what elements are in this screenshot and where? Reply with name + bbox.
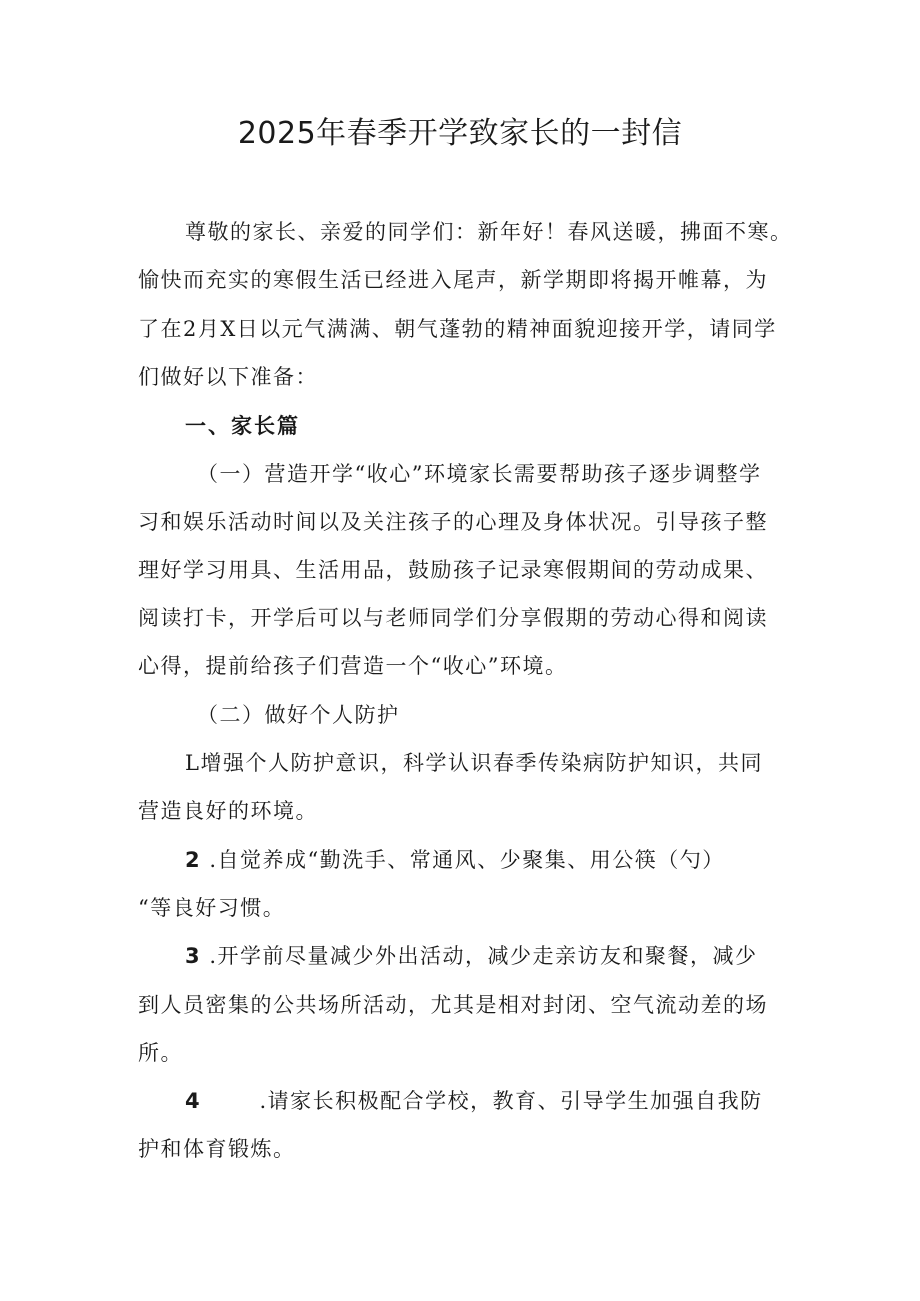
intro-line-2: 愉快而充实的寒假生活已经进入尾声，新学期即将揭开帷幕，为 <box>138 268 768 292</box>
item-4-number: 4 <box>185 1089 202 1113</box>
intro-line-3: 了在2月X日以元气满满、朝气蓬勃的精神面貌迎接开学，请同学 <box>138 317 777 341</box>
sub-one-line-4: 阅读打卡，开学后可以与老师同学们分享假期的劳动心得和阅读 <box>138 606 768 630</box>
sub-one-line-1: （一）营造开学“收心”环境家长需要帮助孩子逐步调整学 <box>197 462 762 486</box>
item-1-line-1: L增强个人防护意识，科学认识春季传染病防护知识，共同 <box>185 751 763 775</box>
document-title: 2025年春季开学致家长的一封信 <box>237 116 683 151</box>
item-2-line-2: “等良好习惯。 <box>138 896 286 920</box>
item-3-text-1: .开学前尽量减少外出活动，减少走亲访友和聚餐，减少 <box>209 944 758 968</box>
item-2-line-1 <box>185 845 875 875</box>
sub-one-line-2: 习和娱乐活动时间以及关注孩子的心理及身体状况。引导孩子整 <box>138 510 768 534</box>
item-3-line-1 <box>185 941 875 971</box>
item-4-text-1: .请家长积极配合学校，教育、引导学生加强自我防 <box>259 1089 763 1113</box>
intro-line-4: 们做好以下准备： <box>138 365 318 389</box>
item-2-text-1: .自觉养成“勤洗手、常通风、少聚集、用公筷（勺） <box>209 848 725 872</box>
sub-one-line-5: 心得，提前给孩子们营造一个“收心”环境。 <box>138 654 568 678</box>
intro-line-1: 尊敬的家长、亲爱的同学们：新年好！春风送暖，拂面不寒。 <box>185 220 793 244</box>
item-3-line-2: 到人员密集的公共场所活动，尤其是相对封闭、空气流动差的场 <box>138 993 768 1017</box>
item-4-line-1 <box>185 1086 875 1116</box>
item-1-line-2: 营造良好的环境。 <box>138 799 318 823</box>
item-2-number: 2 <box>185 848 202 872</box>
section-heading-parents: 一、家长篇 <box>185 414 300 438</box>
item-4-line-2: 护和体育锻炼。 <box>138 1137 296 1161</box>
sub-two-heading: （二）做好个人防护 <box>197 703 400 727</box>
item-3-line-3: 所。 <box>138 1041 183 1065</box>
sub-one-line-3: 理好学习用具、生活用品，鼓励孩子记录寒假期间的劳动成果、 <box>138 558 768 582</box>
item-3-number: 3 <box>185 944 202 968</box>
